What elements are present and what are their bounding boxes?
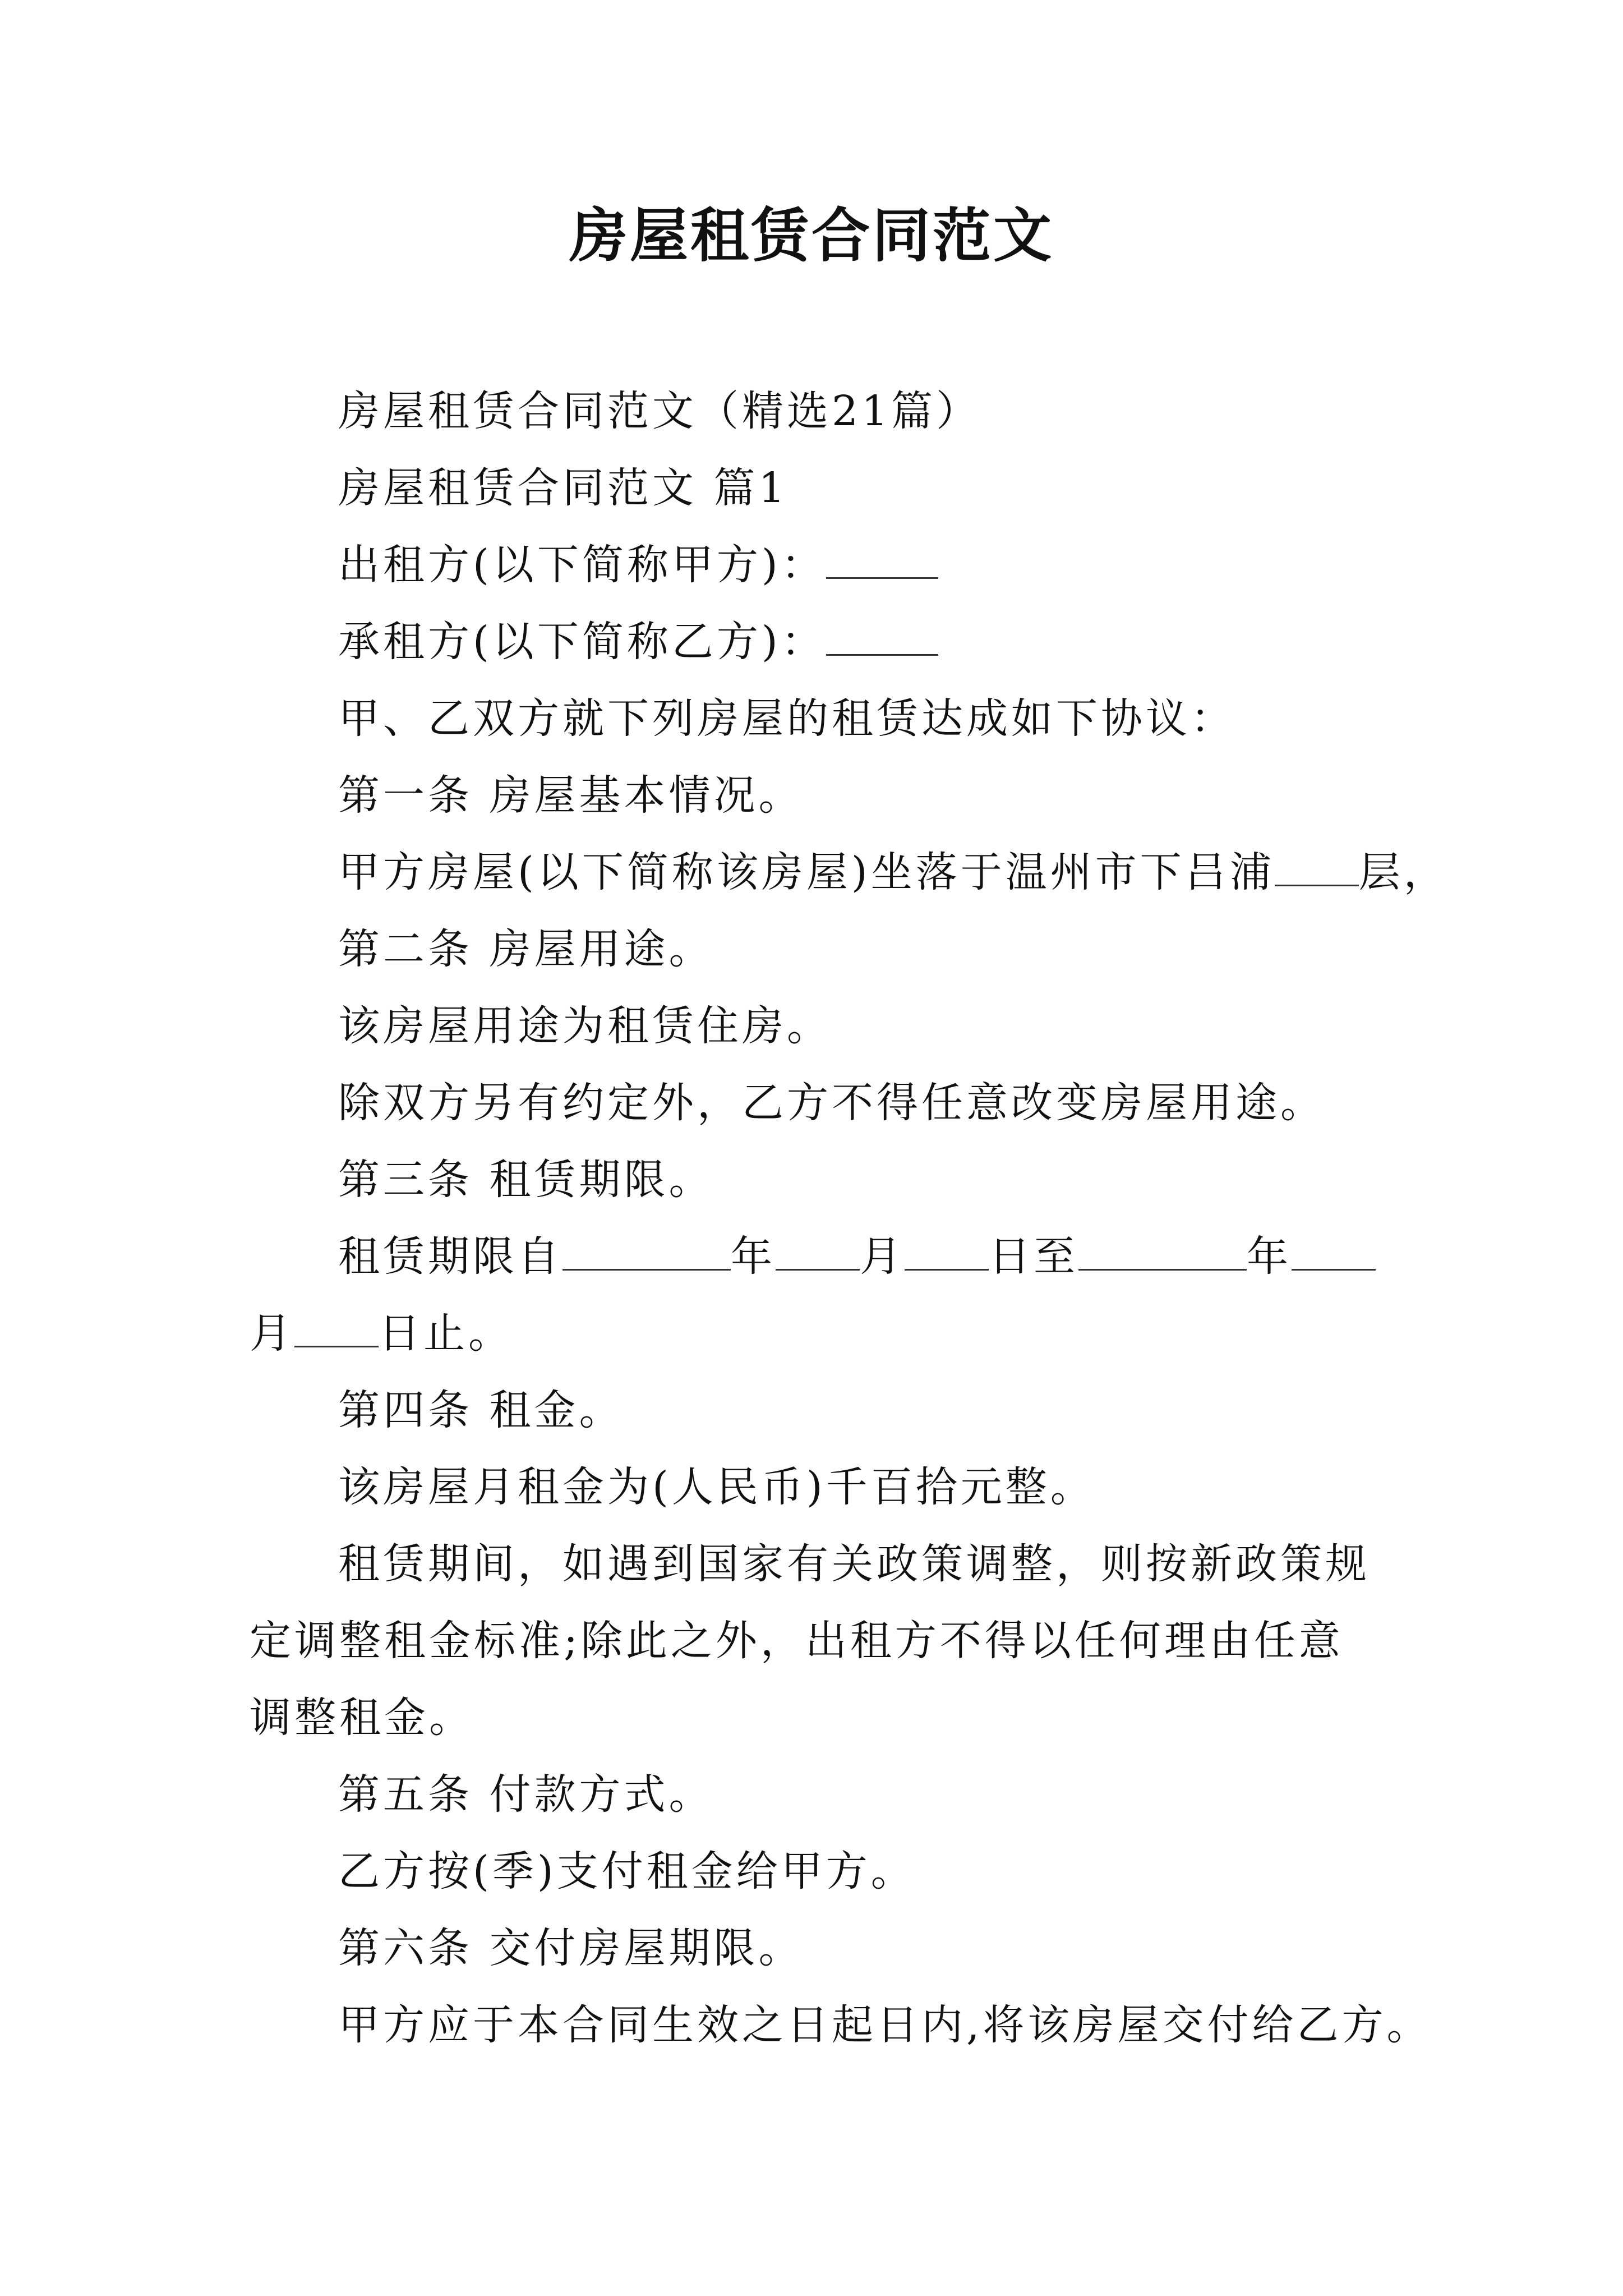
subtitle-paragraph: 房屋租赁合同范文（精选21篇）	[338, 387, 981, 435]
document-title: 房屋租赁合同范文	[569, 201, 1054, 270]
term-end-label: 日止。	[379, 1309, 513, 1358]
end-day-blank	[294, 1312, 379, 1347]
clause-1-location	[250, 834, 1449, 911]
clause-4-rent: 该房屋月租金为(人民币)千百拾元整。	[338, 1463, 1095, 1511]
clause-6-delivery: 甲方应于本合同生效之日起日内,将该房屋交付给乙方。	[338, 2001, 1432, 2049]
term-month-label: 月	[860, 1232, 905, 1281]
location-text: 甲方房屋(以下简称该房屋)坐落于温州市下吕浦	[338, 848, 1275, 896]
lessor-label: 出租方(以下简称甲方)：	[338, 541, 826, 589]
clause-5-payment: 乙方按(季)支付租金给甲方。	[338, 1847, 916, 1895]
term-to-label: 日至	[989, 1232, 1078, 1281]
end-month-blank	[1292, 1235, 1376, 1271]
clause-6-heading: 第六条 交付房屋期限。	[338, 1924, 804, 1972]
clause-5-heading: 第五条 付款方式。	[338, 1770, 714, 1819]
start-month-blank	[776, 1235, 860, 1271]
clause-2-usage: 该房屋用途为租赁住房。	[338, 1002, 832, 1050]
term-end-month-label: 月	[250, 1309, 294, 1358]
lessee-label: 承租方(以下简称乙方)：	[338, 618, 826, 666]
term-year-label: 年	[731, 1232, 776, 1281]
agreement-intro: 甲、乙双方就下列房屋的租赁达成如下协议：	[338, 694, 1235, 743]
lessor-line	[250, 527, 1388, 604]
clause-1-heading: 第一条 房屋基本情况。	[338, 771, 804, 820]
lessee-line	[250, 604, 1388, 680]
article-heading: 房屋租赁合同范文 篇1	[338, 464, 789, 512]
clause-3-term	[250, 1218, 1388, 1372]
lessee-blank	[826, 620, 938, 656]
clause-4-adjustment: 租赁期间，如遇到国家有关政策调整，则按新政策规定调整租金标准;除此之外，出租方不得以任何理由任意调整租金。	[250, 1540, 1370, 1742]
term-end-year-label: 年	[1247, 1232, 1292, 1281]
clause-4-heading: 第四条 租金。	[338, 1386, 624, 1434]
clause-2-heading: 第二条 房屋用途。	[338, 925, 714, 973]
end-year-blank	[1078, 1235, 1247, 1271]
start-year-blank	[562, 1235, 731, 1271]
clause-2-restriction: 除双方另有约定外，乙方不得任意改变房屋用途。	[338, 1079, 1325, 1127]
floor-suffix: 层，	[1358, 848, 1449, 896]
term-start-label: 租赁期限自	[338, 1232, 562, 1281]
floor-blank	[1275, 851, 1359, 886]
start-day-blank	[905, 1235, 989, 1271]
clause-3-heading: 第三条 租赁期限。	[338, 1156, 714, 1204]
lessor-blank	[826, 544, 938, 579]
document-body	[250, 373, 1449, 2064]
